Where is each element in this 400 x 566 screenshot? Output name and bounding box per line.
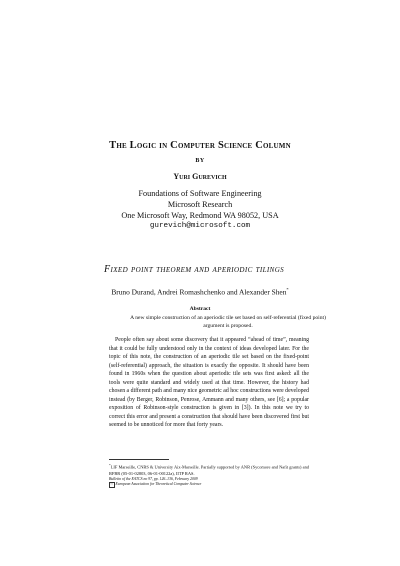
footnote-text: LIF Marseille, CNRS & University Aix-Marseille. Partially supported by ANR (Sycomore and Nafit grants) and RFBR (05-01-02803, 06-01-00122a), IITP RAS. — [109, 464, 309, 476]
bulletin-copyright — [109, 482, 309, 488]
author-footnote-mark: * — [286, 287, 289, 292]
footnote — [109, 462, 309, 477]
column-editor: Yuri Gurevich — [173, 172, 227, 181]
by-line: BY — [195, 158, 205, 164]
article-title-text: Fixed point theorem and aperiodic tilings — [104, 264, 285, 275]
editor-affiliation — [0, 188, 400, 232]
abstract-heading: Abstract — [189, 306, 211, 312]
copyright-icon: © — [110, 482, 114, 487]
editor-email: gurevich@microsoft.com — [149, 222, 251, 230]
body-paragraph: People often say about some discovery that it appeared “ahead of time”, meaning that it could be fully understood only in the context of ideas developed later. For the topic of this note, the construction of an aperiodic tile set based on the fixed-point (self-referential) approach, the situation is exactly the opposite. It should have been found in 1960s when the question about aperiodic tile sets was first asked: all the tools were quite standard and widely used at that time. However, the history had chosen a different path and many nice geometric ad hoc constructions were developed instead (by Berger, Robinson, Penrose, Ammann and many others, see [6]; a popular exposition of Robinson-style construction is given in [3]). In this note we try to correct this error and present a construction that should have been discovered first but seemed to be unnoticed for more that forty years. — [109, 337, 309, 429]
authors-text: Bruno Durand, Andrei Romashchenko and Alexander Shen — [111, 287, 287, 297]
bulletin-info — [109, 477, 309, 488]
footnote-divider — [109, 459, 169, 460]
bulletin-citation: Bulletin of the EATCS no 97, pp. 126–136, February 2009 — [109, 477, 198, 481]
abstract-text: A new simple construction of an aperiodic tile set based on self-referential (fixed point) argument is proposed. — [130, 315, 326, 329]
footnote-mark: * — [109, 463, 111, 467]
article-authors — [0, 287, 400, 296]
affiliation-line: Foundations of Software Engineering — [138, 189, 262, 198]
affiliation-line: Microsoft Research — [167, 200, 233, 209]
column-title: The Logic in Computer Science Column — [109, 140, 291, 151]
article-title — [104, 264, 364, 275]
affiliation-line: One Microsoft Way, Redmond WA 98052, USA — [121, 211, 279, 220]
bulletin-publisher: European Association for Theoretical Computer Science — [115, 482, 202, 487]
